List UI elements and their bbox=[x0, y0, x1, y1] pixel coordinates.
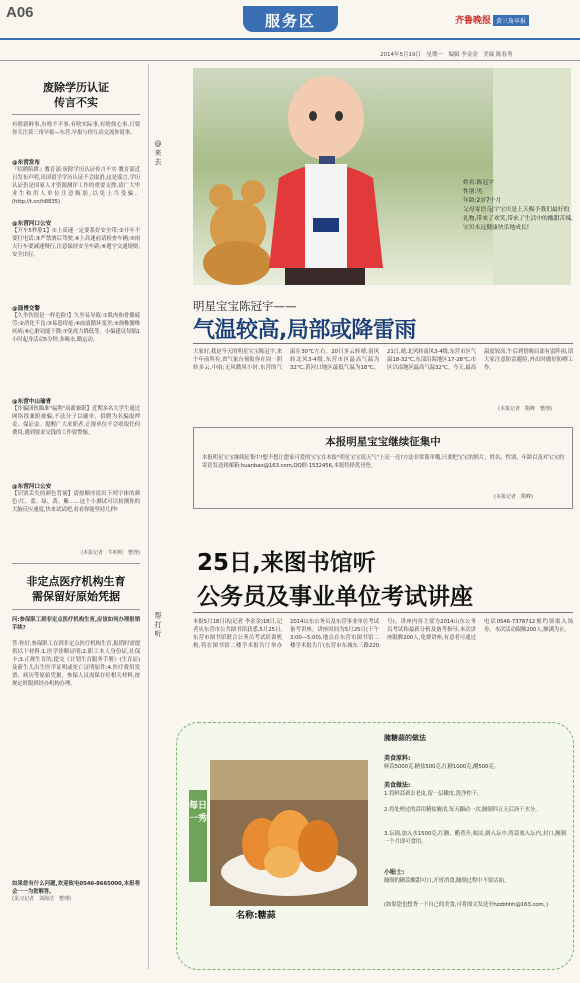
divider bbox=[12, 114, 140, 115]
weibo-text-1: 『招聘陷阱』教育部:废除学历认证传言不实 教育部近日发布声明,出国留学学历认证不会取消,这是谣言,学历认证仍是国家人才资源测评工作的重要支撑,请广大毕业生和用人单位注意甄别,以免上当受骗。(http://t.cn/h8835) bbox=[12, 167, 140, 205]
column-divider bbox=[148, 64, 149, 969]
divider bbox=[193, 343, 573, 344]
notice-box bbox=[193, 427, 573, 509]
recipe-title: 腌糖蒜的做法 bbox=[384, 734, 426, 742]
photo-caption bbox=[463, 179, 575, 254]
caption-name: 姓名:陈冠宇 bbox=[463, 180, 494, 186]
dish-value: 糖蒜 bbox=[257, 911, 276, 921]
side-label-1: @来去 bbox=[154, 140, 162, 166]
weibo-text-5: 【识别丢失的颜色背诵】请按顺序说出下列字体的颜色:红、蓝、绿、黄、紫……这个小测试可以检测你的大脑反应速度,快来试试吧,看看你能坚持几秒! bbox=[12, 491, 140, 513]
answer: 答:你好,参保职工在到非定点医疗机构生育,报销时需提供以下材料:1.医学诊断证明;2.职工本人身份证,社保卡;3.正规生育的,提交《计划生育服务手册》(生育证)及新生儿出生医学证明或死亡证明原件;4.医疗费用发票、病历等原始凭据。参保人员需保存好相关材料,按规定时限到经办机构办理。 bbox=[12, 641, 140, 687]
section-title: 服务区 bbox=[264, 12, 316, 30]
dateline-rule bbox=[0, 60, 580, 61]
dish-name bbox=[236, 908, 276, 921]
caption-message: 父母寄语:冠宇宝贝是上天赐予我们最好的礼物,带来了欢笑,带来了生活中的酸甜苦辣,宝贝永远健康快乐地成长! bbox=[463, 207, 573, 231]
weather-credit: (本报记者 隋峰 整理) bbox=[498, 406, 552, 412]
weibo-source-1: @东营发布 bbox=[12, 160, 40, 166]
notice-text: 本报明星宝宝继续征集中!想不想让您家可爱的宝宝在本报"明星宝宝说天气"上亮一亮?方法非常简单哦,只要把宝宝的照片、姓名、性别、年龄以及对宝宝的寄语发送到邮箱:huanbao@163.com,QQ群:1532456,本报将择优刊登。 bbox=[202, 455, 564, 469]
dish-label: 名称: bbox=[236, 911, 258, 921]
divider bbox=[12, 563, 140, 564]
ingredients: 鲜蒜5000克,糖盐500克,红糖1000克,醋500克。 bbox=[384, 764, 499, 770]
credit-1: (本报记者 牛明明 整理) bbox=[81, 550, 140, 556]
library-headline-1: 25日,来图书馆听 bbox=[197, 550, 376, 576]
weibo-text-3: 【久坐伤很是一样危险!】久坐易导致:①肌肉和骨骼疲劳;②消化不良;③易患痔疮;④血液循环变差;⑤颈椎腰椎疾病;⑥心脏功能下降;⑦免疫力降低等。小编建议每隔1小时起身活动5分钟,多喝水,勤运动。 bbox=[12, 313, 140, 343]
recipe-footer: (如果您也想秀一下自己的美食,可将图文发送至hzzbhhh@163.com。) bbox=[384, 902, 549, 908]
caption-age: 年龄:2岁7个月 bbox=[463, 198, 502, 204]
steps-title: 美食做法: bbox=[384, 782, 411, 789]
library-body: 本报5月18日讯(记者 李金金)18日,记者从东营市公共图书馆获悉,5月25日,东营市图书馆联合公务员考试培训机构,将在图书馆二楼学术报告厅举办2014山东公务员及东营事业单位考试备考讲座。讲座时间为5月25日(下午3:00—5:00),地点在东营市图书馆二楼学术报告厅(东营市东城东三路220号)。讲座内容主要为2014山东公务员考试和最新分析及备考指导,本次讲座限额200人,免费讲座,有意者可通过电话0546-7378712预约领取入场券。本次活动限额200人,额满为止。 bbox=[193, 619, 573, 649]
daily-show-label: 每日一秀 bbox=[189, 790, 207, 882]
step-2: 2.将处理过的蒜用精盐腌渍,每天翻动一次,腌制四五天后沥干水分。 bbox=[384, 807, 541, 813]
library-headline-2: 公务员及事业单位考试讲座 bbox=[197, 584, 473, 610]
step-3: 3.坛锅,加入水1500克,红糖、醋煮开,晾凉,倒入坛中,将蒜放入坛内,封口,腌制一个月即可食用。 bbox=[384, 831, 566, 845]
weibo-text-2: 【开车5秒脸1】①上高速一定要系好安全带;②开车不要打电话;③严禁酒后驾驶,④上高速前请检查车辆;⑤雨天行车要减速慢行,注意保持安全车距;⑥遵守交通规则,安全出行。 bbox=[12, 228, 140, 258]
recipe-text bbox=[384, 733, 566, 917]
side-label-2: 帮打听 bbox=[154, 612, 162, 638]
contact-line: 如果您有什么问题,欢迎致电0546-8665000,本报将会一一为您解答。 bbox=[12, 881, 140, 895]
tip-title: 小贴士: bbox=[384, 869, 405, 876]
garlic-illustration bbox=[210, 760, 368, 906]
masthead-badge: 黄三角早报 bbox=[493, 15, 529, 26]
credit-2: (见习记者 刘海洁 整理) bbox=[12, 896, 71, 902]
masthead-logo: 齐鲁晚报 bbox=[455, 16, 492, 26]
weibo-source-5: @东营河口公安 bbox=[12, 484, 52, 490]
weibo-source-4: @东营中山瑜青 bbox=[12, 399, 52, 405]
weibo-source-3: @淄博交警 bbox=[12, 306, 40, 312]
divider bbox=[12, 609, 140, 610]
step-1: 1.将鲜蒜剥去老皮,留一层嫩皮,洗净控干。 bbox=[384, 791, 483, 797]
dateline: 2014年5月19日 星期一 编辑 李金金 美编 陈春秀 bbox=[380, 52, 513, 58]
left-headline-line1: 废除学历认证 bbox=[43, 81, 109, 94]
masthead bbox=[455, 8, 573, 26]
left-intro: 有啥新鲜事,有啥不平事,有啥实际事,有啥烦心事,只要你关注黄三角早报—东营,早报与你互动交流你说事。 bbox=[12, 122, 140, 136]
left-headline-line2: 传言不实 bbox=[54, 96, 98, 109]
notice-title: 本报明星宝宝继续征集中 bbox=[325, 436, 441, 448]
page-header bbox=[0, 0, 580, 40]
page-number: A06 bbox=[6, 4, 34, 21]
left-headline2-line1: 非定点医疗机构生育 bbox=[26, 575, 126, 588]
weibo-source-2: @东营河口公安 bbox=[12, 221, 52, 227]
weather-subhead: 明星宝宝陈冠宇—— bbox=[193, 299, 297, 313]
divider bbox=[193, 612, 573, 613]
tip: 腌制的糖蒜酸甜可口,开胃消食,腌制过程中不要沾油。 bbox=[384, 878, 509, 884]
weather-body: 大家好,我是今天的明星宝宝陈冠宇,来个年前所有,省气象台预报你在周一阴转多云,中雨;无风微风小时,东营的气温在30℃左右。20日多云转晴,南风转北风3-4级,东营市区最高气温为32℃,黄河口地区最低气温为18℃。21日,晴,北风转南风3-4级,东营市区气温18-32℃,东部沿海地区17-28℃,市区以南地区最高气温32℃。今天,最高温度较高,午后到傍晚局部有雷阵雨,请大家注意防雷避险,外出时做好防晒工作。 bbox=[193, 349, 573, 371]
header-rule bbox=[0, 38, 580, 40]
ingredients-title: 美食原料: bbox=[384, 755, 411, 762]
garlic-photo bbox=[210, 760, 368, 906]
weibo-text-4: 【诈骗团伙瞄准"福利"高薪兼职】近期多名大学生通过网络找兼职被骗,不法分子以刷单、招聘为名骗取押金、保证金。提醒广大求职者,正规单位不会收取任何费用,遇到要求交钱的工作要警惕。 bbox=[12, 406, 140, 436]
weather-headline: 气温较高,局部或降雷雨 bbox=[193, 318, 416, 343]
notice-credit: (本报记者 隋峰) bbox=[494, 494, 533, 500]
left-column bbox=[12, 62, 140, 903]
caption-sex: 性别:男 bbox=[463, 189, 483, 195]
left-headline2-line2: 需保留好原始凭据 bbox=[32, 590, 120, 603]
question: 问:参保职工到非定点医疗机构生育,应该如何办理报销手续? bbox=[12, 617, 140, 631]
